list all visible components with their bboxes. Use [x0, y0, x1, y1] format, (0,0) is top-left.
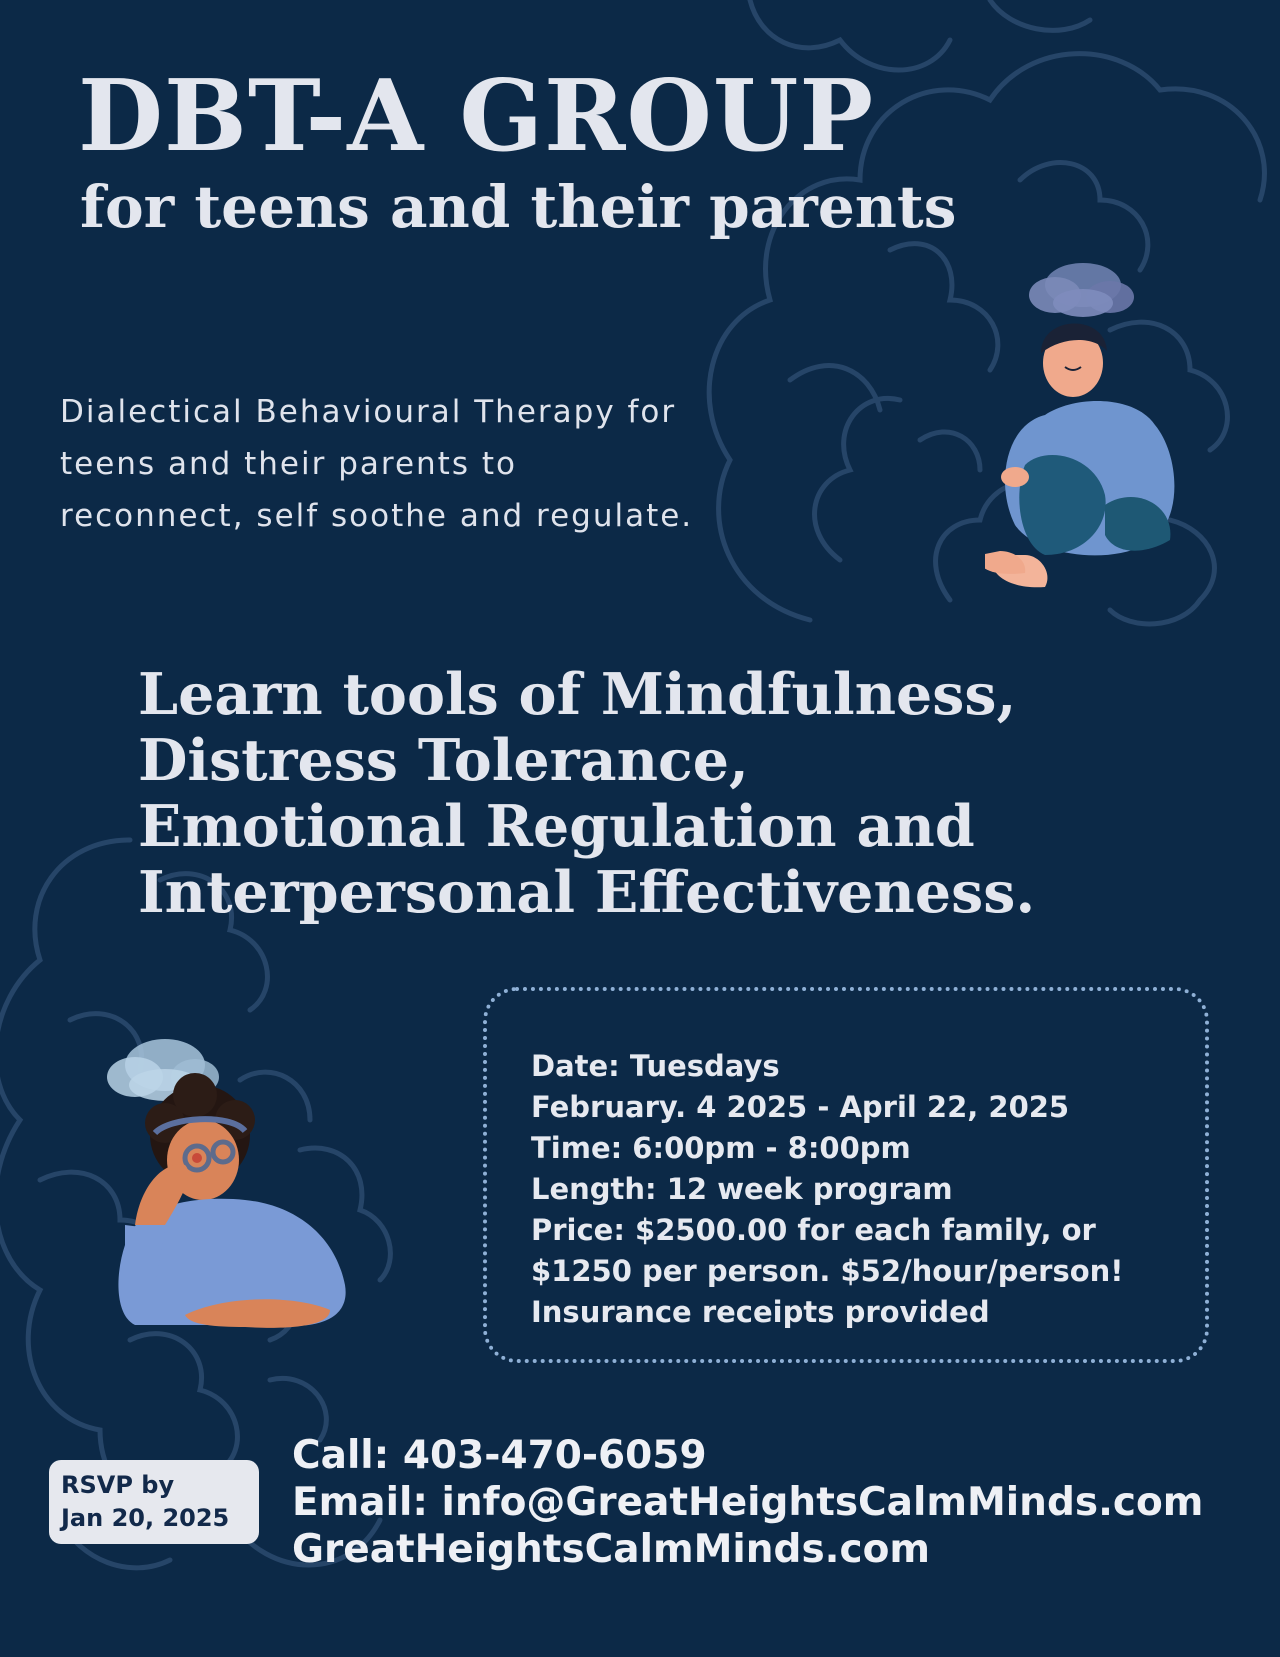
detail-date-range: February. 4 2025 - April 22, 2025 — [531, 1090, 1070, 1124]
contact-phone: Call: 403-470-6059 — [292, 1433, 707, 1478]
detail-length: Length: 12 week program — [531, 1172, 953, 1206]
rsvp-label: RSVP by — [61, 1471, 175, 1499]
flyer-subtitle: for teens and their parents — [80, 173, 957, 241]
program-details-box — [483, 987, 1209, 1363]
skills-line: Learn tools of Mindfulness, — [138, 661, 1017, 728]
intro-line: reconnect, self soothe and regulate. — [60, 498, 694, 534]
rsvp-badge — [49, 1460, 259, 1544]
skills-line: Emotional Regulation and — [138, 793, 975, 860]
contact-email: Email: info@GreatHeightsCalmMinds.com — [292, 1480, 1204, 1525]
detail-price: Price: $2500.00 for each family, or — [531, 1213, 1096, 1247]
rsvp-date: Jan 20, 2025 — [61, 1504, 230, 1532]
skills-line: Distress Tolerance, — [138, 727, 749, 794]
detail-price-per-person: $1250 per person. $52/hour/person! — [531, 1254, 1124, 1288]
intro-line: teens and their parents to — [60, 446, 517, 482]
detail-insurance: Insurance receipts provided — [531, 1295, 990, 1329]
flyer-title: DBT-A GROUP — [78, 59, 875, 174]
stressed-person-illustration — [95, 1025, 365, 1335]
detail-date: Date: Tuesdays — [531, 1049, 780, 1083]
contact-website: GreatHeightsCalmMinds.com — [292, 1527, 931, 1572]
sitting-sad-person-illustration — [985, 255, 1185, 595]
skills-heading — [138, 662, 1258, 926]
program-details-list — [531, 1046, 1124, 1333]
contact-info — [292, 1432, 1203, 1573]
intro-paragraph — [60, 386, 780, 542]
detail-time: Time: 6:00pm - 8:00pm — [531, 1131, 911, 1165]
intro-line: Dialectical Behavioural Therapy for — [60, 394, 677, 430]
skills-line: Interpersonal Effectiveness. — [138, 859, 1036, 926]
